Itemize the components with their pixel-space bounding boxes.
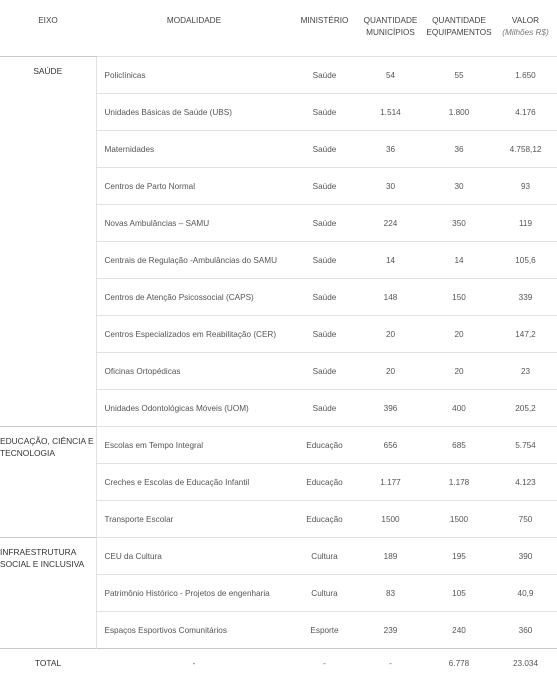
equipamentos-cell: 1.800 bbox=[424, 94, 494, 131]
equipamentos-cell: 400 bbox=[424, 390, 494, 427]
modalidade-cell: Centrais de Regulação -Ambulâncias do SAMU bbox=[96, 242, 292, 279]
valor-cell: 750 bbox=[494, 501, 557, 538]
modalidade-cell: Creches e Escolas de Educação Infantil bbox=[96, 464, 292, 501]
ministerio-cell: Saúde bbox=[292, 242, 357, 279]
modalidade-cell: Centros Especializados em Reabilitação (CER) bbox=[96, 316, 292, 353]
header-row bbox=[0, 0, 557, 57]
municipios-cell: 36 bbox=[357, 131, 424, 168]
modalidade-cell: Novas Ambulâncias – SAMU bbox=[96, 205, 292, 242]
total-valor-cell: 23.034 bbox=[494, 649, 557, 678]
header-municipios-line1: QUANTIDADE bbox=[363, 16, 418, 25]
total-modalidade-cell: - bbox=[96, 649, 292, 678]
valor-cell: 93 bbox=[494, 168, 557, 205]
header-ministerio: MINISTÉRIO bbox=[300, 16, 349, 25]
modalidade-cell: Policlínicas bbox=[96, 57, 292, 94]
ministerio-cell: Educação bbox=[292, 464, 357, 501]
eixo-cell: SAÚDE bbox=[0, 57, 96, 427]
valor-cell: 4.123 bbox=[494, 464, 557, 501]
municipios-cell: 14 bbox=[357, 242, 424, 279]
ministerio-cell: Saúde bbox=[292, 94, 357, 131]
total-label-cell: TOTAL bbox=[0, 649, 96, 678]
header-valor-label: VALOR bbox=[511, 16, 540, 25]
ministerio-cell: Cultura bbox=[292, 538, 357, 575]
modalidade-cell: Patrimônio Histórico - Projetos de engenharia bbox=[96, 575, 292, 612]
ministerio-cell: Saúde bbox=[292, 57, 357, 94]
municipios-cell: 224 bbox=[357, 205, 424, 242]
equipamentos-cell: 150 bbox=[424, 279, 494, 316]
header-equipamentos bbox=[424, 0, 494, 57]
table-body bbox=[0, 57, 557, 678]
modalidade-cell: Unidades Básicas de Saúde (UBS) bbox=[96, 94, 292, 131]
total-municipios-cell: - bbox=[357, 649, 424, 678]
equipamentos-cell: 20 bbox=[424, 316, 494, 353]
modalidade-cell: Escolas em Tempo Integral bbox=[96, 427, 292, 464]
modalidade-cell: Oficinas Ortopédicas bbox=[96, 353, 292, 390]
municipios-cell: 1.177 bbox=[357, 464, 424, 501]
header-equipamentos-line2: EQUIPAMENTOS bbox=[426, 28, 492, 37]
municipios-cell: 83 bbox=[357, 575, 424, 612]
equipamentos-cell: 105 bbox=[424, 575, 494, 612]
ministerio-cell: Saúde bbox=[292, 279, 357, 316]
valor-cell: 360 bbox=[494, 612, 557, 649]
header-eixo: EIXO bbox=[38, 16, 58, 25]
equipamentos-cell: 30 bbox=[424, 168, 494, 205]
ministerio-cell: Saúde bbox=[292, 168, 357, 205]
municipios-cell: 20 bbox=[357, 353, 424, 390]
valor-cell: 1.650 bbox=[494, 57, 557, 94]
municipios-cell: 1500 bbox=[357, 501, 424, 538]
municipios-cell: 54 bbox=[357, 57, 424, 94]
ministerio-cell: Saúde bbox=[292, 316, 357, 353]
ministerio-cell: Educação bbox=[292, 427, 357, 464]
municipios-cell: 20 bbox=[357, 316, 424, 353]
eixo-cell: EDUCAÇÃO, CIÊNCIA E TECNOLOGIA bbox=[0, 427, 96, 538]
ministerio-cell: Esporte bbox=[292, 612, 357, 649]
modalidade-cell: CEU da Cultura bbox=[96, 538, 292, 575]
valor-cell: 105,6 bbox=[494, 242, 557, 279]
ministerio-cell: Saúde bbox=[292, 131, 357, 168]
header-valor bbox=[494, 0, 557, 57]
header-valor-unit: (Milhões R$) bbox=[502, 28, 549, 37]
equipamentos-cell: 240 bbox=[424, 612, 494, 649]
equipamentos-cell: 685 bbox=[424, 427, 494, 464]
header-modalidade: MODALIDADE bbox=[166, 16, 222, 25]
header-equipamentos-line1: QUANTIDADE bbox=[432, 16, 486, 25]
valor-cell: 4.758,12 bbox=[494, 131, 557, 168]
municipios-cell: 30 bbox=[357, 168, 424, 205]
modalidade-cell: Espaços Esportivos Comunitários bbox=[96, 612, 292, 649]
valor-cell: 40,9 bbox=[494, 575, 557, 612]
valor-cell: 5.754 bbox=[494, 427, 557, 464]
modalidade-cell: Transporte Escolar bbox=[96, 501, 292, 538]
equipamentos-cell: 20 bbox=[424, 353, 494, 390]
modalidade-cell: Centros de Parto Normal bbox=[96, 168, 292, 205]
header-municipios-line2: MUNICÍPIOS bbox=[366, 28, 415, 37]
ministerio-cell: Educação bbox=[292, 501, 357, 538]
equipamentos-cell: 14 bbox=[424, 242, 494, 279]
equipamentos-cell: 1.178 bbox=[424, 464, 494, 501]
ministerio-cell: Cultura bbox=[292, 575, 357, 612]
modalidade-cell: Centros de Atenção Psicossocial (CAPS) bbox=[96, 279, 292, 316]
ministerio-cell: Saúde bbox=[292, 390, 357, 427]
equipamentos-cell: 195 bbox=[424, 538, 494, 575]
total-row bbox=[0, 649, 557, 678]
equipamentos-cell: 350 bbox=[424, 205, 494, 242]
equipamentos-cell: 1500 bbox=[424, 501, 494, 538]
equipamentos-cell: 55 bbox=[424, 57, 494, 94]
valor-cell: 4.176 bbox=[494, 94, 557, 131]
municipios-cell: 656 bbox=[357, 427, 424, 464]
table-row bbox=[0, 538, 557, 575]
total-ministerio-cell: - bbox=[292, 649, 357, 678]
valor-cell: 147,2 bbox=[494, 316, 557, 353]
ministerio-cell: Saúde bbox=[292, 205, 357, 242]
municipios-cell: 189 bbox=[357, 538, 424, 575]
modalidade-cell: Maternidades bbox=[96, 131, 292, 168]
table-row bbox=[0, 57, 557, 94]
eixo-cell: INFRAESTRUTURA SOCIAL E INCLUSIVA bbox=[0, 538, 96, 649]
table-row bbox=[0, 427, 557, 464]
municipios-cell: 396 bbox=[357, 390, 424, 427]
equipamentos-cell: 36 bbox=[424, 131, 494, 168]
header-municipios bbox=[357, 0, 424, 57]
total-equipamentos-cell: 6.778 bbox=[424, 649, 494, 678]
valor-cell: 119 bbox=[494, 205, 557, 242]
ministerio-cell: Saúde bbox=[292, 353, 357, 390]
municipios-cell: 148 bbox=[357, 279, 424, 316]
valor-cell: 339 bbox=[494, 279, 557, 316]
valor-cell: 390 bbox=[494, 538, 557, 575]
municipios-cell: 1.514 bbox=[357, 94, 424, 131]
valor-cell: 205,2 bbox=[494, 390, 557, 427]
valor-cell: 23 bbox=[494, 353, 557, 390]
modalidade-cell: Unidades Odontológicas Móveis (UOM) bbox=[96, 390, 292, 427]
municipios-cell: 239 bbox=[357, 612, 424, 649]
